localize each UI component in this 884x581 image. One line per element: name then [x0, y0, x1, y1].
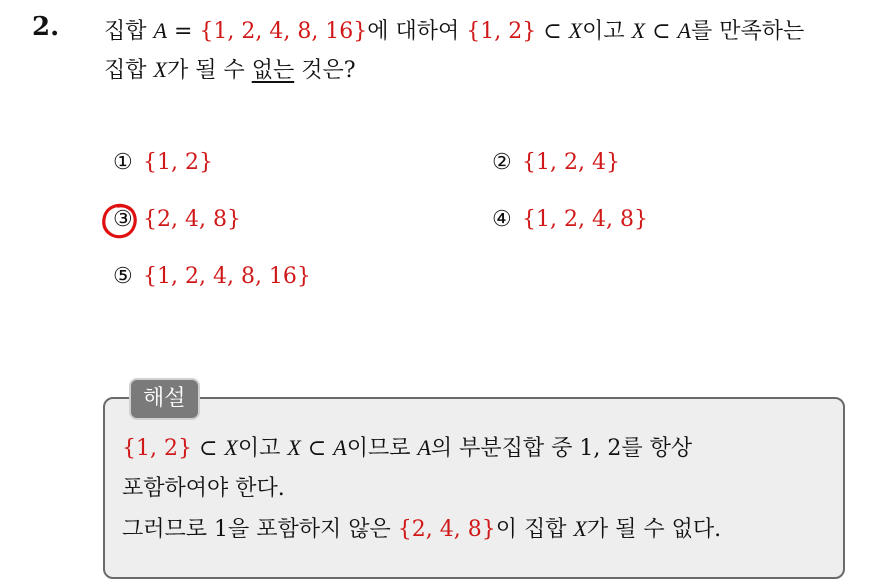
text: 집합: [104, 19, 154, 44]
var-A: A: [153, 18, 167, 43]
text: 집합: [104, 58, 154, 83]
choice-5[interactable]: [113, 262, 311, 292]
var-A: A: [333, 435, 347, 460]
var-A: A: [417, 435, 431, 460]
choice-4[interactable]: [492, 205, 648, 235]
choice-mark: ③: [113, 207, 133, 232]
text: 의 부분집합 중 1, 2를 항상: [430, 436, 693, 461]
choice-2[interactable]: [492, 148, 620, 178]
text: =: [166, 19, 200, 44]
explanation-tag: 해설: [129, 378, 200, 420]
text: 이 집합: [495, 517, 574, 542]
text: 가 될 수 없다.: [586, 517, 722, 542]
text: 그러므로 1을 포함하지 않은: [122, 517, 398, 542]
choice-value: {1, 2}: [143, 150, 213, 175]
choice-value: {1, 2, 4, 8}: [522, 207, 648, 232]
text: ⊂: [191, 436, 225, 461]
text: 가 될 수: [166, 58, 252, 83]
choice-mark: ④: [492, 207, 512, 232]
text: 이고: [582, 19, 632, 44]
choice-mark: ②: [492, 150, 512, 175]
explanation-text: [122, 428, 832, 550]
set-values: {1, 2}: [122, 436, 192, 461]
text: ⊂: [300, 436, 334, 461]
question-line-2: [104, 51, 874, 90]
explanation-line-1: [122, 428, 832, 469]
text: ⊂: [645, 19, 678, 44]
var-X: X: [568, 18, 583, 43]
choice-value: {1, 2, 4, 8, 16}: [143, 264, 311, 289]
var-A: A: [677, 18, 691, 43]
text: 것은?: [294, 58, 356, 83]
var-X: X: [287, 435, 301, 460]
explanation-line-2: 포함하여야 한다.: [122, 476, 285, 501]
set-values: {2, 4, 8}: [397, 517, 496, 542]
choice-mark: ①: [113, 150, 133, 175]
text: ⊂: [536, 19, 569, 44]
choice-value: {1, 2, 4}: [522, 150, 620, 175]
question-number: 2.: [32, 12, 60, 42]
question-line-1: [104, 12, 874, 51]
choice-mark: ⑤: [113, 264, 133, 289]
text: 이므로: [346, 436, 418, 461]
explanation-line-3: [122, 509, 832, 550]
choice-1[interactable]: [113, 148, 213, 178]
var-X: X: [153, 57, 167, 82]
var-X: X: [631, 18, 646, 43]
text: 에 대하여: [367, 19, 467, 44]
underlined-word: 없는: [251, 58, 295, 83]
text: 이고: [237, 436, 288, 461]
question-text: [104, 12, 874, 90]
var-X: X: [224, 435, 238, 460]
choice-value: {2, 4, 8}: [143, 207, 241, 232]
var-X: X: [573, 516, 587, 541]
set-A-values: {1, 2, 4, 8, 16}: [199, 19, 368, 44]
text: 를 만족하는: [690, 19, 805, 44]
subset-values: {1, 2}: [466, 19, 537, 44]
answer-circle-icon: [100, 201, 140, 241]
